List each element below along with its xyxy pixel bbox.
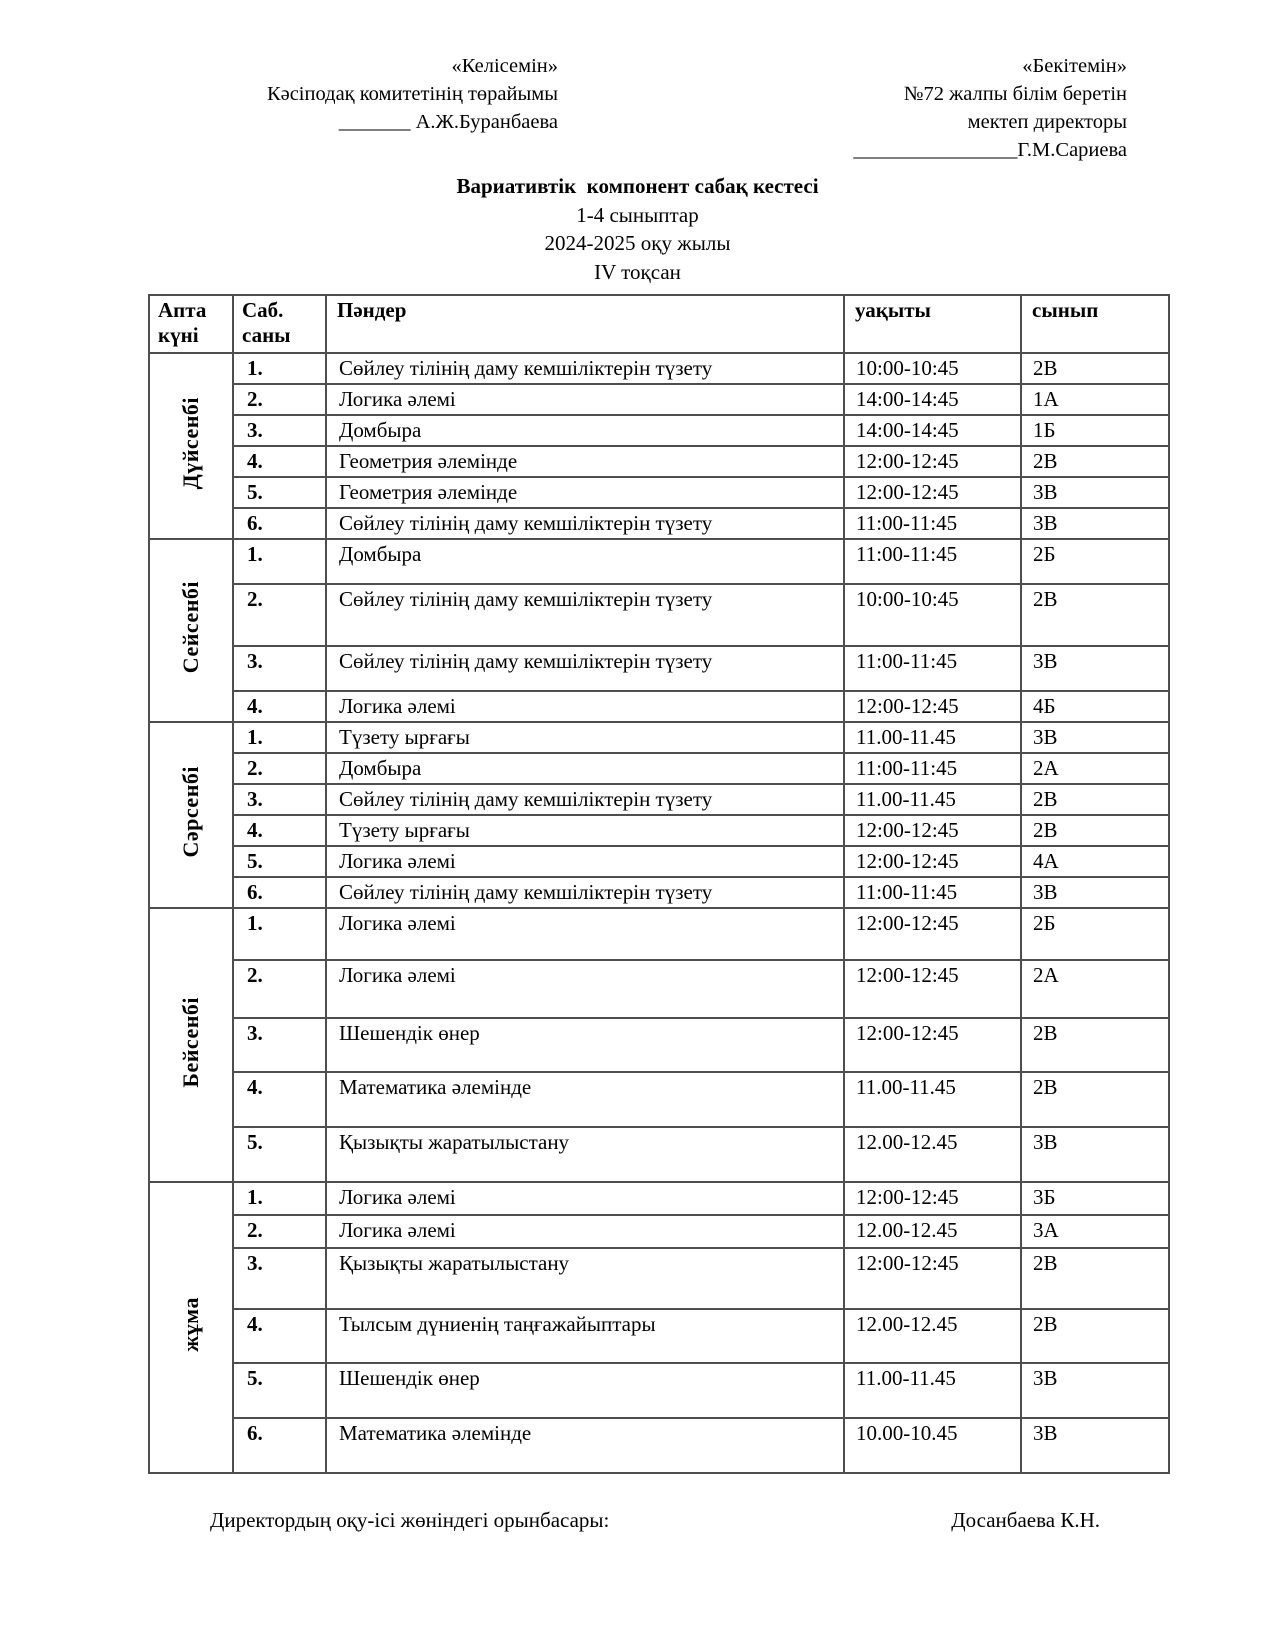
lesson-row <box>149 722 1169 753</box>
lesson-row <box>149 753 1169 784</box>
day-label-wednesday <box>149 722 233 908</box>
approval-left-line: Кәсіподақ комитетінің төрайымы <box>266 83 558 105</box>
day-label-tuesday <box>149 539 233 722</box>
subtitle-term: IV тоқсан <box>594 259 681 284</box>
lesson-row <box>149 960 1169 1018</box>
lesson-number: 3. <box>233 784 326 815</box>
time-cell: 14:00-14:45 <box>844 415 1021 446</box>
subject-cell: Домбыра <box>326 753 844 784</box>
header-row <box>149 295 1169 353</box>
lesson-row <box>149 1182 1169 1215</box>
subject-cell: Логика әлемі <box>326 1215 844 1248</box>
lesson-row <box>149 908 1169 960</box>
subject-cell: Логика әлемі <box>326 691 844 722</box>
time-cell: 12:00-12:45 <box>844 1248 1021 1309</box>
class-cell: 3А <box>1021 1215 1169 1248</box>
subtitle-year: 2024-2025 оқу жылы <box>544 231 731 255</box>
footer-label: Директордың оқу-ісі жөніндегі орынбасары: <box>210 1508 610 1532</box>
lesson-number: 1. <box>233 1182 326 1215</box>
subject-cell: Сөйлеу тілінің даму кемшіліктерін түзету <box>326 508 844 539</box>
lesson-row <box>149 584 1169 646</box>
time-cell: 12.00-12.45 <box>844 1127 1021 1182</box>
approval-right-line: «Бекітемін» <box>1022 55 1127 77</box>
lesson-row <box>149 691 1169 722</box>
lesson-number: 2. <box>233 753 326 784</box>
lesson-number: 1. <box>233 353 326 384</box>
approval-left-line: «Келісемін» <box>451 55 558 77</box>
approval-right-block <box>797 52 1127 164</box>
day-label-text: Бейсенбі <box>178 996 203 1088</box>
subject-cell: Математика әлемінде <box>326 1072 844 1127</box>
class-cell: 2Б <box>1021 539 1169 584</box>
class-cell: 3В <box>1021 646 1169 691</box>
subject-cell: Сөйлеу тілінің даму кемшіліктерін түзету <box>326 584 844 646</box>
class-cell: 4Б <box>1021 691 1169 722</box>
lesson-row <box>149 539 1169 584</box>
class-cell: 2В <box>1021 584 1169 646</box>
class-cell: 2В <box>1021 815 1169 846</box>
time-cell: 10:00-10:45 <box>844 584 1021 646</box>
day-label-text: Дүйсенбі <box>178 396 203 490</box>
lesson-number: 4. <box>233 446 326 477</box>
lesson-row <box>149 877 1169 908</box>
subject-cell: Логика әлемі <box>326 384 844 415</box>
class-cell: 2В <box>1021 353 1169 384</box>
subject-cell: Логика әлемі <box>326 846 844 877</box>
time-cell: 12:00-12:45 <box>844 815 1021 846</box>
subtitle-grades: 1-4 сыныптар <box>576 202 699 227</box>
time-cell: 11.00-11.45 <box>844 722 1021 753</box>
class-cell: 3В <box>1021 477 1169 508</box>
time-cell: 12:00-12:45 <box>844 960 1021 1018</box>
time-cell: 12:00-12:45 <box>844 908 1021 960</box>
lesson-number: 1. <box>233 722 326 753</box>
lesson-row <box>149 1018 1169 1072</box>
lesson-row <box>149 353 1169 384</box>
lesson-number: 4. <box>233 1309 326 1363</box>
time-cell: 11:00-11:45 <box>844 539 1021 584</box>
signature-footer <box>210 1508 1100 1533</box>
time-cell: 12:00-12:45 <box>844 477 1021 508</box>
time-cell: 11.00-11.45 <box>844 1363 1021 1418</box>
time-cell: 12.00-12.45 <box>844 1215 1021 1248</box>
class-cell: 3В <box>1021 1418 1169 1473</box>
subject-cell: Шешендік өнер <box>326 1363 844 1418</box>
lesson-row <box>149 415 1169 446</box>
approval-right-signature: ________________Г.М.Сариева <box>853 139 1127 161</box>
lesson-row <box>149 1248 1169 1309</box>
day-label-text: Сәрсенбі <box>178 766 203 858</box>
time-cell: 10.00-10.45 <box>844 1418 1021 1473</box>
time-cell: 11.00-11.45 <box>844 1072 1021 1127</box>
lesson-number: 6. <box>233 508 326 539</box>
approval-left-block <box>148 52 558 164</box>
subject-cell: Сөйлеу тілінің даму кемшіліктерін түзету <box>326 353 844 384</box>
lesson-row <box>149 508 1169 539</box>
footer-name: Досанбаева К.Н. <box>951 1508 1100 1532</box>
class-cell: 1А <box>1021 384 1169 415</box>
subject-cell: Сөйлеу тілінің даму кемшіліктерін түзету <box>326 646 844 691</box>
subject-cell: Сөйлеу тілінің даму кемшіліктерін түзету <box>326 877 844 908</box>
approval-header <box>0 52 1275 164</box>
class-cell: 2В <box>1021 446 1169 477</box>
lesson-row <box>149 1215 1169 1248</box>
time-cell: 11:00-11:45 <box>844 508 1021 539</box>
lesson-number: 2. <box>233 1215 326 1248</box>
lesson-number: 6. <box>233 1418 326 1473</box>
lesson-row <box>149 784 1169 815</box>
subject-cell: Түзету ырғағы <box>326 815 844 846</box>
lesson-row <box>149 1363 1169 1418</box>
lesson-number: 5. <box>233 846 326 877</box>
page-title: Вариативтік компонент сабақ кестесі <box>456 174 819 198</box>
time-cell: 12:00-12:45 <box>844 846 1021 877</box>
lesson-number: 5. <box>233 1127 326 1182</box>
class-cell: 2В <box>1021 1018 1169 1072</box>
lesson-number: 5. <box>233 1363 326 1418</box>
time-cell: 11:00-11:45 <box>844 753 1021 784</box>
class-cell: 3Б <box>1021 1182 1169 1215</box>
col-header-day: Апта күні <box>149 295 233 353</box>
subject-cell: Түзету ырғағы <box>326 722 844 753</box>
time-cell: 12.00-12.45 <box>844 1309 1021 1363</box>
class-cell: 2В <box>1021 1248 1169 1309</box>
subject-cell: Логика әлемі <box>326 908 844 960</box>
time-cell: 11:00-11:45 <box>844 877 1021 908</box>
lesson-row <box>149 1072 1169 1127</box>
col-header-class: сынып <box>1021 295 1169 353</box>
class-cell: 3В <box>1021 1127 1169 1182</box>
class-cell: 3В <box>1021 1363 1169 1418</box>
lesson-row <box>149 477 1169 508</box>
class-cell: 2Б <box>1021 908 1169 960</box>
lesson-row <box>149 846 1169 877</box>
lesson-number: 4. <box>233 1072 326 1127</box>
lesson-number: 3. <box>233 1248 326 1309</box>
subject-cell: Шешендік өнер <box>326 1018 844 1072</box>
day-label-friday <box>149 1182 233 1473</box>
lesson-number: 3. <box>233 415 326 446</box>
lesson-number: 2. <box>233 384 326 415</box>
lesson-number: 3. <box>233 646 326 691</box>
subject-cell: Логика әлемі <box>326 1182 844 1215</box>
lesson-number: 1. <box>233 908 326 960</box>
subject-cell: Домбыра <box>326 415 844 446</box>
time-cell: 11:00-11:45 <box>844 646 1021 691</box>
lesson-number: 6. <box>233 877 326 908</box>
class-cell: 4А <box>1021 846 1169 877</box>
subject-cell: Қызықты жаратылыстану <box>326 1127 844 1182</box>
approval-right-line: №72 жалпы білім беретін <box>903 83 1127 105</box>
subject-cell: Геометрия әлемінде <box>326 446 844 477</box>
approval-left-signature: _______ А.Ж.Буранбаева <box>338 111 558 133</box>
subject-cell: Логика әлемі <box>326 960 844 1018</box>
lesson-row <box>149 1127 1169 1182</box>
subject-cell: Геометрия әлемінде <box>326 477 844 508</box>
lesson-row <box>149 384 1169 415</box>
class-cell: 1Б <box>1021 415 1169 446</box>
class-cell: 2В <box>1021 1309 1169 1363</box>
lesson-number: 4. <box>233 815 326 846</box>
time-cell: 14:00-14:45 <box>844 384 1021 415</box>
day-label-monday <box>149 353 233 539</box>
class-cell: 3В <box>1021 877 1169 908</box>
class-cell: 2В <box>1021 1072 1169 1127</box>
col-header-time: уақыты <box>844 295 1021 353</box>
time-cell: 10:00-10:45 <box>844 353 1021 384</box>
lesson-row <box>149 446 1169 477</box>
lesson-number: 3. <box>233 1018 326 1072</box>
day-label-thursday <box>149 908 233 1182</box>
lesson-number: 5. <box>233 477 326 508</box>
time-cell: 12:00-12:45 <box>844 691 1021 722</box>
time-cell: 11.00-11.45 <box>844 784 1021 815</box>
class-cell: 2А <box>1021 753 1169 784</box>
lesson-number: 1. <box>233 539 326 584</box>
lesson-number: 4. <box>233 691 326 722</box>
subject-cell: Тылсым дүниенің таңғажайыптары <box>326 1309 844 1363</box>
approval-right-line: мектеп директоры <box>967 111 1127 133</box>
title-block <box>0 172 1275 286</box>
class-cell: 2А <box>1021 960 1169 1018</box>
time-cell: 12:00-12:45 <box>844 446 1021 477</box>
time-cell: 12:00-12:45 <box>844 1182 1021 1215</box>
lesson-row <box>149 646 1169 691</box>
time-cell: 12:00-12:45 <box>844 1018 1021 1072</box>
subject-cell: Сөйлеу тілінің даму кемшіліктерін түзету <box>326 784 844 815</box>
subject-cell: Домбыра <box>326 539 844 584</box>
schedule-table <box>148 294 1170 1474</box>
lesson-number: 2. <box>233 960 326 1018</box>
subject-cell: Математика әлемінде <box>326 1418 844 1473</box>
subject-cell: Қызықты жаратылыстану <box>326 1248 844 1309</box>
lesson-number: 2. <box>233 584 326 646</box>
lesson-row <box>149 1309 1169 1363</box>
col-header-lesson-number: Саб. саны <box>233 295 326 353</box>
lesson-row <box>149 1418 1169 1473</box>
lesson-row <box>149 815 1169 846</box>
day-label-text: жұма <box>178 1297 203 1352</box>
class-cell: 3В <box>1021 508 1169 539</box>
col-header-subjects: Пәндер <box>326 295 844 353</box>
day-label-text: Сейсенбі <box>178 581 203 674</box>
class-cell: 3В <box>1021 722 1169 753</box>
class-cell: 2В <box>1021 784 1169 815</box>
